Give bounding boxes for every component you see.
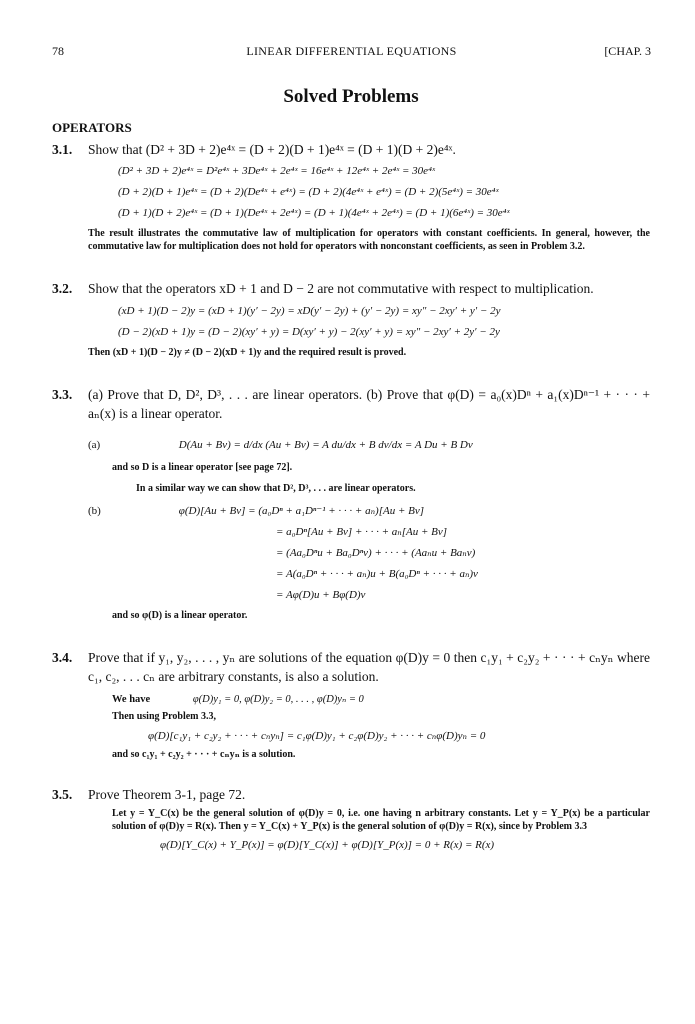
problem-conclusion: Then (xD + 1)(D − 2)y ≠ (D − 2)(xD + 1)y and the required result is proved. xyxy=(88,347,407,358)
problem-note: The result illustrates the commutative law of multiplication for operators with constant coefficients. In general, however, the commutative law for multiplication does not hold for operators with nonconstant coefficients, as seen in Problem 3.2. xyxy=(88,228,650,252)
page-body xyxy=(52,86,650,856)
page-title: Solved Problems xyxy=(283,86,419,107)
section-heading: OPERATORS xyxy=(52,120,132,135)
problem-3-3 xyxy=(52,385,650,622)
then-label: Then using Problem 3.3, xyxy=(112,711,216,722)
problem-number: 3.1. xyxy=(52,142,73,157)
equation: (D + 1)(D + 2)e⁴ˣ = (D + 1)(De⁴ˣ + 2e⁴ˣ) = (D + 1)(4e⁴ˣ + 2e⁴ˣ) = (D + 1)(6e⁴ˣ) = 30e⁴ˣ xyxy=(118,207,510,219)
equation: (D + 2)(D + 1)e⁴ˣ = (D + 2)(De⁴ˣ + e⁴ˣ) = (D + 2)(4e⁴ˣ + e⁴ˣ) = (D + 2)(5e⁴ˣ) = 30e⁴ˣ xyxy=(118,186,499,198)
running-title: LINEAR DIFFERENTIAL EQUATIONS xyxy=(246,44,457,58)
equation: = a₀Dⁿ[Au + Bv] + · · · + aₙ[Au + Bv] xyxy=(276,526,448,538)
we-have-label: We have xyxy=(112,694,151,705)
equation: (xD + 1)(D − 2)y = (xD + 1)(y′ − 2y) = xD(y′ − 2y) + (y′ − 2y) = xy″ − 2xy′ + y′ − 2y xyxy=(118,305,501,317)
equation: φ(D)[Au + Bv] = (a₀Dⁿ + a₁Dⁿ⁻¹ + · · · + aₙ)[Au + Bv] xyxy=(178,505,425,517)
equation: = (Aa₀Dⁿu + Ba₀Dⁿv) + · · · + (Aaₙu + Baₙv) xyxy=(276,547,476,559)
similar-note: In a similar way we can show that D², D³, . . . are linear operators. xyxy=(136,483,416,494)
problem-number: 3.4. xyxy=(52,650,73,665)
part-label: (b) xyxy=(88,505,101,517)
part-b-conclusion: and so φ(D) is a linear operator. xyxy=(112,610,248,621)
equation: = Aφ(D)u + Bφ(D)v xyxy=(276,589,366,601)
problem-number: 3.2. xyxy=(52,281,73,296)
problem-statement: Show that the operators xD + 1 and D − 2 are not commutative with respect to multiplication. xyxy=(88,281,594,296)
problem-3-2 xyxy=(52,279,650,359)
page-header xyxy=(52,44,651,64)
problem-statement: Prove Theorem 3-1, page 72. xyxy=(88,787,246,802)
problem-3-5 xyxy=(52,785,650,856)
equation: φ(D)y₁ = 0, φ(D)y₂ = 0, . . . , φ(D)yₙ = 0 xyxy=(192,694,364,705)
problem-statement: Show that (D² + 3D + 2)e⁴ˣ = (D + 2)(D + 1)e⁴ˣ = (D + 1)(D + 2)e⁴ˣ. xyxy=(88,142,456,157)
problem-3-4 xyxy=(52,648,650,761)
equation: (D² + 3D + 2)e⁴ˣ = D²e⁴ˣ + 3De⁴ˣ + 2e⁴ˣ = 16e⁴ˣ + 12e⁴ˣ + 2e⁴ˣ = 30e⁴ˣ xyxy=(118,165,435,177)
problem-number: 3.5. xyxy=(52,787,73,802)
equation: = A(a₀Dⁿ + · · · + aₙ)u + B(a₀Dⁿ + · · · + aₙ)v xyxy=(276,568,478,580)
problem-statement: (a) Prove that D, D², D³, . . . are linear operators. (b) Prove that φ(D) = a₀(x)Dⁿ + a₁(x)Dⁿ⁻¹ + · · · + aₙ(x) is a linear operator. xyxy=(88,387,650,421)
page-number: 78 xyxy=(52,44,64,58)
chapter-label: [CHAP. 3 xyxy=(604,44,651,58)
equation: (D − 2)(xD + 1)y = (D − 2)(xy′ + y) = D(xy′ + y) − 2(xy′ + y) = xy″ − 2xy′ + 2y′ − 2y xyxy=(118,326,500,338)
equation: φ(D)[Y_C(x) + Y_P(x)] = φ(D)[Y_C(x)] + φ(D)[Y_P(x)] = 0 + R(x) = R(x) xyxy=(160,839,495,851)
part-label: (a) xyxy=(88,439,101,451)
problem-3-1 xyxy=(52,140,650,253)
problem-body: Let y = Y_C(x) be the general solution of φ(D)y = 0, i.e. one having n arbitrary constants. Let y = Y_P(x) be a particular solution of φ(D)y = R(x). Then y = Y_C(x) + Y_P(x) is the general solution of φ(D)y = R(x), since by Problem 3.3 xyxy=(112,808,650,832)
equation: φ(D)[c₁y₁ + c₂y₂ + · · · + cₙyₙ] = c₁φ(D)y₁ + c₂φ(D)y₂ + · · · + cₙφ(D)yₙ = 0 xyxy=(148,730,486,742)
problem-number: 3.3. xyxy=(52,387,73,402)
problem-statement: Prove that if y₁, y₂, . . . , yₙ are solutions of the equation φ(D)y = 0 then c₁y₁ + c₂y₂ + · · · + cₙyₙ where c₁, c₂, . . . cₙ are arbitrary constants, is also a solution. xyxy=(88,650,650,684)
problem-conclusion: and so c₁y₁ + c₂y₂ + · · · + cₙyₙ is a solution. xyxy=(112,749,296,760)
part-a-conclusion: and so D is a linear operator [see page 72]. xyxy=(112,462,293,473)
equation: D(Au + Bv) = d/dx (Au + Bv) = A du/dx + B dv/dx = A Du + B Dv xyxy=(178,439,473,451)
